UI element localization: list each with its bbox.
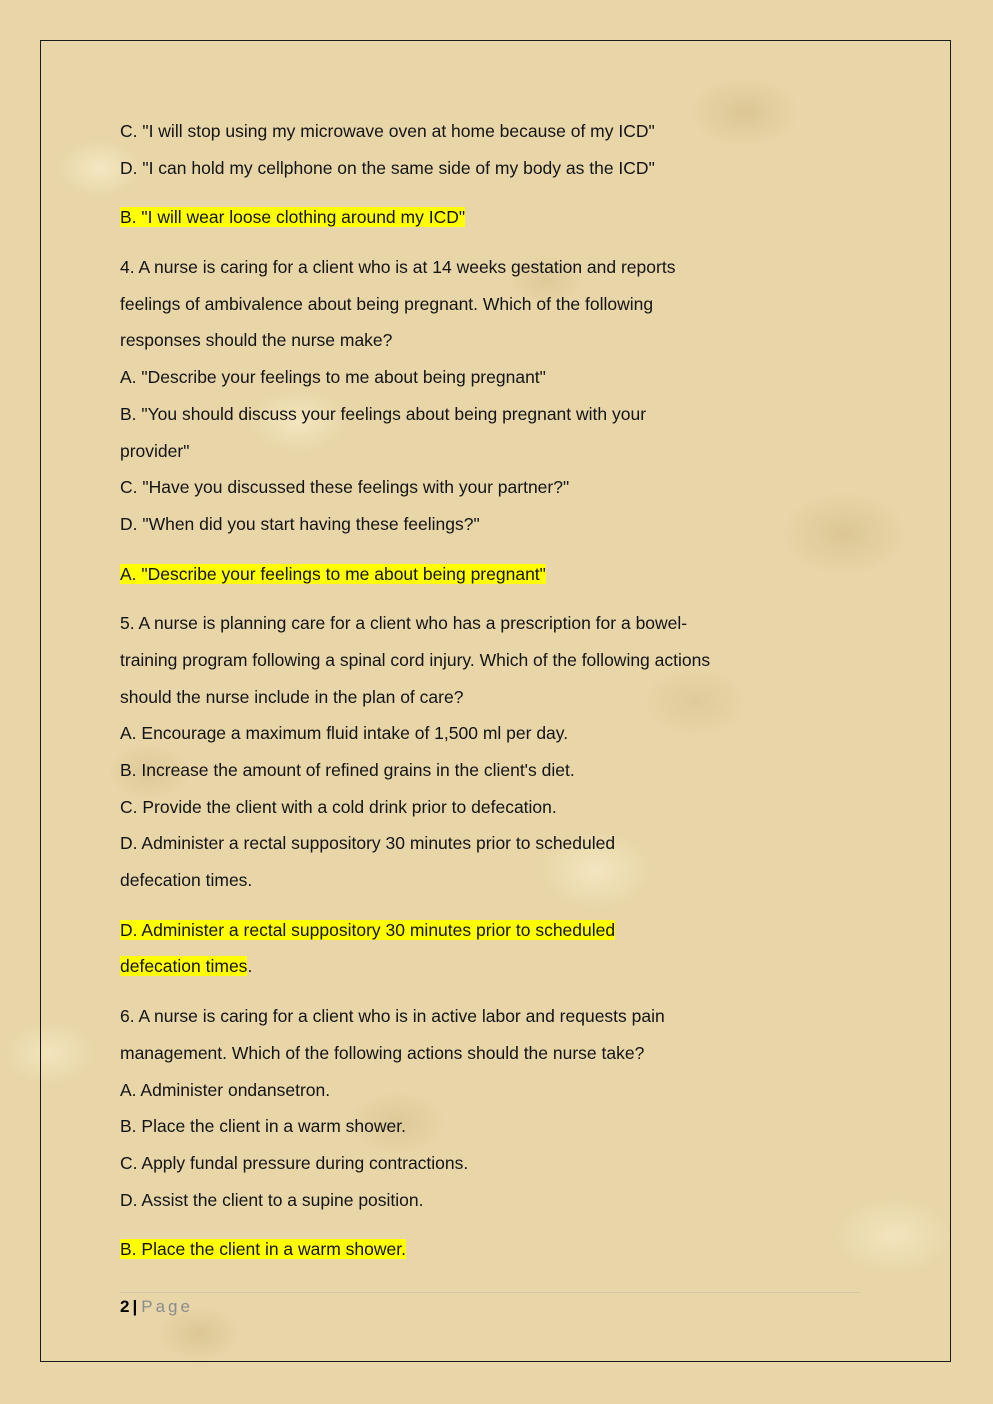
question-text-line: should the nurse include in the plan of care? [120, 686, 464, 707]
option-a: A. Encourage a maximum fluid intake of 1,500 ml per day. [120, 723, 569, 744]
question-text-line: training program following a spinal cord injury. Which of the following actions [120, 649, 711, 670]
highlighted-answer: defecation times [120, 956, 248, 977]
answer-q3 [120, 199, 820, 236]
question-6 [120, 998, 820, 1218]
question-5 [120, 605, 820, 899]
option-d: D. "When did you start having these feelings?" [120, 513, 480, 534]
page-footer [120, 1294, 193, 1320]
question-text-line: 6. A nurse is caring for a client who is in active labor and requests pain [120, 1006, 665, 1027]
answer-q4 [120, 556, 820, 593]
option-b-cont: provider" [120, 440, 190, 461]
page-label: Page [141, 1297, 193, 1316]
question-text-line: 4. A nurse is caring for a client who is at 14 weeks gestation and reports [120, 257, 676, 278]
option-b: B. Increase the amount of refined grains in the client's diet. [120, 760, 575, 780]
answer-q6 [120, 1231, 820, 1268]
footer-rule [120, 1292, 860, 1293]
question-text-line: feelings of ambivalence about being pregnant. Which of the following [120, 293, 654, 314]
question-text-line: responses should the nurse make? [120, 330, 393, 351]
answer-q5-cont [120, 948, 820, 985]
question-text-line: management. Which of the following actions should the nurse take? [120, 1042, 645, 1063]
page-number: 2 [120, 1297, 130, 1316]
option-d-cont: defecation times. [120, 870, 253, 891]
highlighted-answer: D. Administer a rectal suppository 30 minutes prior to scheduled [120, 919, 616, 940]
option-b: B. Place the client in a warm shower. [120, 1116, 406, 1137]
option-c: C. Apply fundal pressure during contractions. [120, 1152, 469, 1173]
highlighted-answer: B. Place the client in a warm shower. [120, 1239, 406, 1260]
option-a: A. "Describe your feelings to me about being pregnant" [120, 367, 546, 388]
answer-period: . [247, 956, 253, 977]
option-line: D. "I can hold my cellphone on the same side of my body as the ICD" [120, 157, 655, 178]
highlighted-answer: B. "I will wear loose clothing around my ICD" [120, 207, 466, 228]
option-c: C. "Have you discussed these feelings with your partner?" [120, 477, 570, 498]
document-body [120, 113, 820, 1268]
option-d: D. Assist the client to a supine position. [120, 1189, 424, 1210]
answer-q5 [120, 912, 820, 949]
option-c: C. Provide the client with a cold drink prior to defecation. [120, 796, 557, 817]
option-d: D. Administer a rectal suppository 30 minutes prior to scheduled [120, 833, 616, 854]
highlighted-answer: A. "Describe your feelings to me about being pregnant" [120, 563, 546, 584]
question-text-line: 5. A nurse is planning care for a client who has a prescription for a bowel- [120, 613, 688, 634]
option-line: C. "I will stop using my microwave oven at home because of my ICD" [120, 121, 655, 141]
question-4 [120, 249, 820, 543]
option-a: A. Administer ondansetron. [120, 1079, 331, 1100]
footer-separator: | [132, 1297, 138, 1316]
option-b: B. "You should discuss your feelings about being pregnant with your [120, 403, 647, 424]
